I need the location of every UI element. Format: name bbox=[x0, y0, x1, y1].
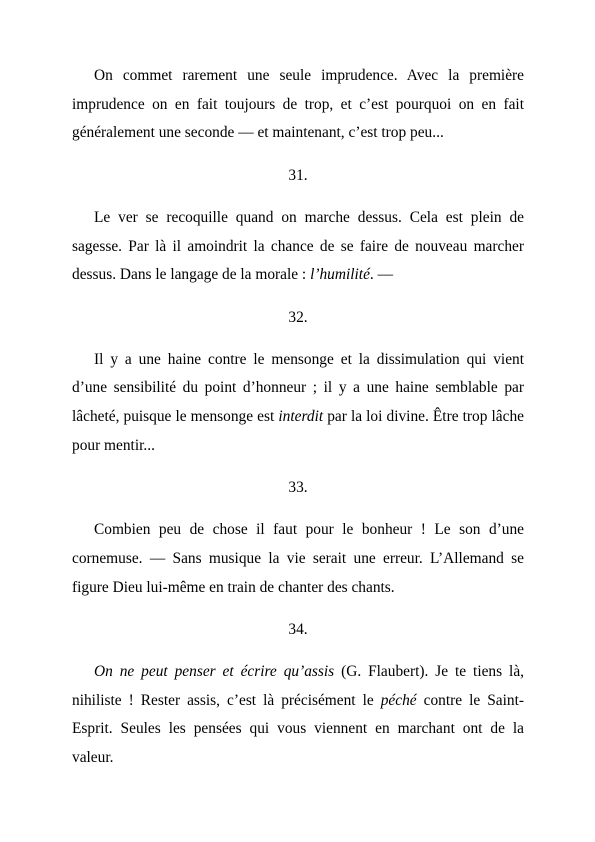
text-run: (G. Flaubert). Je te tiens là, nihiliste ! Rester assis, c’est là précisément le bbox=[72, 662, 524, 709]
paragraph-intro bbox=[72, 62, 524, 148]
text-run: contre le Saint-Esprit. Seules les pensées qui vous viennent en marchant ont de la valeur. bbox=[72, 691, 525, 767]
aphorism-number-34: 34. bbox=[288, 621, 308, 639]
italic-run: interdit bbox=[278, 408, 324, 426]
italic-run: l’humilité bbox=[310, 266, 370, 284]
text-run: . — bbox=[369, 266, 393, 284]
text-run: Combien peu de chose il faut pour le bonheur ! Le son d’une cornemuse. — Sans musique la vie serait une erreur. L’Allemand se figure Dieu lui-même en train de chanter des chants. bbox=[72, 521, 524, 596]
paragraph-34 bbox=[72, 658, 524, 773]
text-run: On commet rarement une seule imprudence. Avec la première imprudence on en fait toujours de trop, et c’est pourquoi on en fait généralement une seconde — et maintenant, c’est trop peu... bbox=[72, 67, 524, 142]
paragraph-33 bbox=[72, 516, 524, 602]
aphorism-number-32: 32. bbox=[288, 308, 308, 326]
aphorism-number-33: 33. bbox=[288, 479, 308, 497]
text-run: par la loi divine. Être trop lâche pour mentir... bbox=[72, 408, 524, 454]
paragraph-32 bbox=[72, 346, 524, 461]
paragraph-31 bbox=[72, 204, 524, 290]
document-page bbox=[72, 62, 524, 773]
aphorism-number-31: 31. bbox=[288, 167, 308, 185]
italic-run: On ne peut penser et écrire qu’assis bbox=[94, 662, 335, 680]
text-run: Le ver se recoquille quand on marche dessus. Cela est plein de sagesse. Par là il amoindrit la chance de se faire de nouveau marcher dessus. Dans le langage de la morale : bbox=[72, 208, 524, 284]
italic-run: péché bbox=[380, 691, 417, 709]
text-run: Il y a une haine contre le mensonge et la dissimulation qui vient d’une sensibilité du point d’honneur ; il y a une haine semblable par lâcheté, puisque le mensonge est bbox=[72, 350, 524, 426]
